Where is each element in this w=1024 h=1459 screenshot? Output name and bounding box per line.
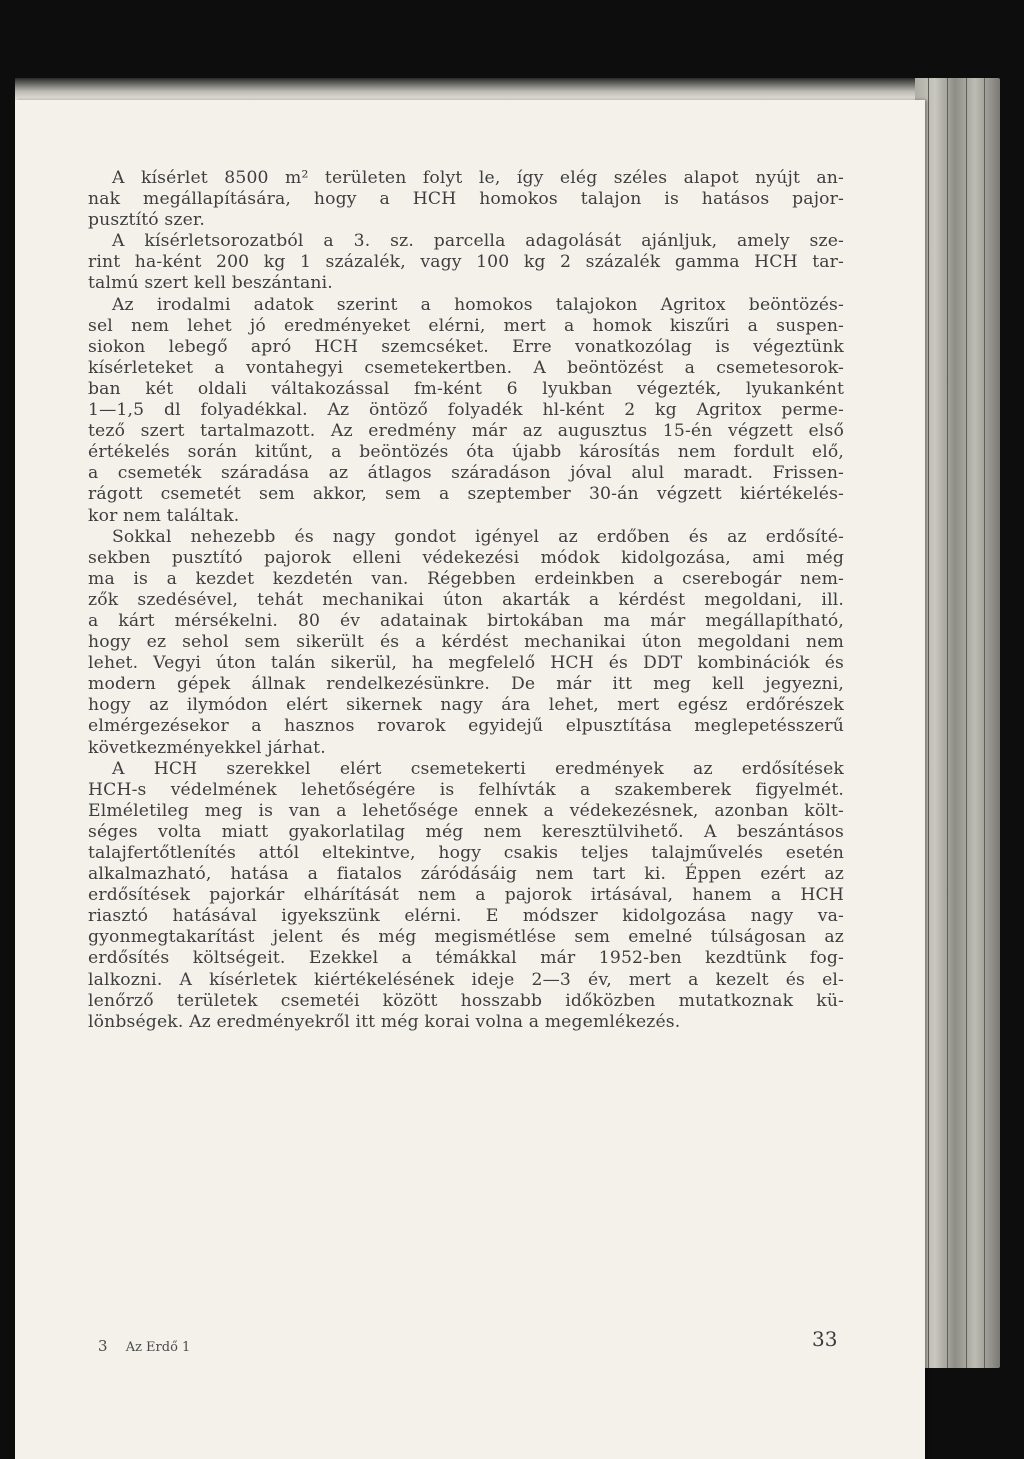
text-line: lehet. Vegyi úton talán sikerül, ha megfelelő HCH és DDT kombinációk és — [88, 653, 844, 674]
paragraph — [88, 527, 844, 759]
text-line: rágott csemetét sem akkor, sem a szeptember 30-án végzett kiértékelés- — [88, 484, 844, 505]
paragraph — [88, 759, 844, 1033]
text-line: 1—1,5 dl folyadékkal. Az öntöző folyadék hl-ként 2 kg Agritox perme- — [88, 400, 844, 421]
text-line: értékelés során kitűnt, a beöntözés óta újabb károsítás nem fordult elő, — [88, 442, 844, 463]
text-line: Az irodalmi adatok szerint a homokos talajokon Agritox beöntözés- — [112, 294, 844, 315]
text-line: kor nem találtak. — [88, 505, 240, 526]
text-line: következményekkel járhat. — [88, 737, 326, 758]
text-line: lönbségek. Az eredményekről itt még korai volna a megemlékezés. — [88, 1011, 681, 1032]
text-line: alkalmazható, hatása a fiatalos záródásáig nem tart ki. Éppen ezért az — [88, 864, 844, 885]
text-line: a csemeték száradása az átlagos száradáson jóval alul maradt. Frissen- — [88, 463, 844, 484]
text-line: HCH-s védelmének lehetőségére is felhívták a szakemberek figyelmét. — [88, 779, 844, 800]
sheet-number: 3 — [98, 1337, 108, 1355]
text-line: séges volta miatt gyakorlatilag még nem keresztülvihető. A beszántásos — [88, 821, 844, 842]
text-line: gyonmegtakarítást jelent és még megismétlése sem emelné túlságosan az — [88, 927, 844, 948]
text-line: nak megállapítására, hogy a HCH homokos talajon is hatásos pajor- — [88, 189, 844, 210]
text-line: Sokkal nehezebb és nagy gondot igényel az erdőben és az erdősíté- — [112, 526, 844, 547]
text-line: hogy az ilymódon elért sikernek nagy ára lehet, mert egész erdőrészek — [88, 695, 844, 716]
text-line: riasztó hatásával igyekszünk elérni. E módszer kidolgozása nagy va- — [88, 906, 844, 927]
text-line: pusztító szer. — [88, 210, 206, 231]
text-line: A HCH szerekkel elért csemetekerti eredmények az erdősítések — [112, 758, 844, 779]
text-line: modern gépek állnak rendelkezésünkre. De már itt meg kell jegyezni, — [88, 674, 844, 695]
text-line: erdősítés költségeit. Ezekkel a témákkal már 1952-ben kezdtünk fog- — [88, 948, 844, 969]
text-line: sel nem lehet jó eredményeket elérni, mert a homok kiszűri a suspen- — [88, 315, 844, 336]
text-line: ma is a kezdet kezdetén van. Régebben erdeinkben a cserebogár nem- — [88, 568, 844, 589]
page-number: 33 — [812, 1327, 838, 1351]
text-line: kísérleteket a vontahegyi csemetekertben. A beöntözést a csemetesorok- — [88, 357, 844, 378]
page-footer-signature — [98, 1337, 190, 1355]
text-line: zők szedésével, tehát mechanikai úton akarták a kérdést megoldani, ill. — [88, 589, 844, 610]
text-line: sekben pusztító pajorok elleni védekezési módok kidolgozása, ami még — [88, 547, 844, 568]
text-line: elmérgezésekor a hasznos rovarok egyidejű elpusztítása meglepetésszerű — [88, 716, 844, 737]
text-line: ban két oldali váltakozással fm-ként 6 lyukban végezték, lyukanként — [88, 378, 844, 399]
text-line: talmú szert kell beszántani. — [88, 273, 333, 294]
text-line: hogy ez sehol sem sikerült és a kérdést mechanikai úton megoldani nem — [88, 632, 844, 653]
text-line: talajfertőtlenítés attól eltekintve, hogy csakis teljes talajművelés esetén — [88, 843, 844, 863]
text-line: lenőrző területek csemetéi között hosszabb időközben mutatkoznak kü- — [88, 990, 844, 1011]
paragraph — [88, 295, 844, 527]
text-line: rint ha-ként 200 kg 1 százalék, vagy 100 kg 2 százalék gamma HCH tar- — [88, 252, 844, 273]
text-line: siokon lebegő apró HCH szemcséket. Erre vonatkozólag is végeztünk — [88, 336, 844, 357]
paragraph — [88, 231, 844, 294]
paragraph — [88, 168, 844, 231]
text-line: A kísérlet 8500 m² területen folyt le, így elég széles alapot nyújt an- — [112, 168, 844, 188]
text-line: tező szert tartalmazott. Az eredmény már az augusztus 15-én végzett első — [88, 421, 844, 442]
text-line: erdősítések pajorkár elhárítását nem a pajorok irtásával, hanem a HCH — [88, 885, 844, 906]
text-line: a kárt mérsékelni. 80 év adatainak birtokában ma már megállapítható, — [88, 610, 844, 631]
body-text — [88, 168, 844, 1033]
page-top-edge — [15, 78, 915, 100]
text-line: Elméletileg meg is van a lehetősége ennek a védekezésnek, azonban költ- — [88, 800, 844, 821]
text-line: A kísérletsorozatból a 3. sz. parcella adagolását ajánljuk, amely sze- — [112, 231, 844, 252]
journal-title: Az Erdő 1 — [125, 1340, 191, 1355]
text-line: lalkozni. A kísérletek kiértékelésének ideje 2—3 év, mert a kezelt és el- — [88, 969, 844, 990]
